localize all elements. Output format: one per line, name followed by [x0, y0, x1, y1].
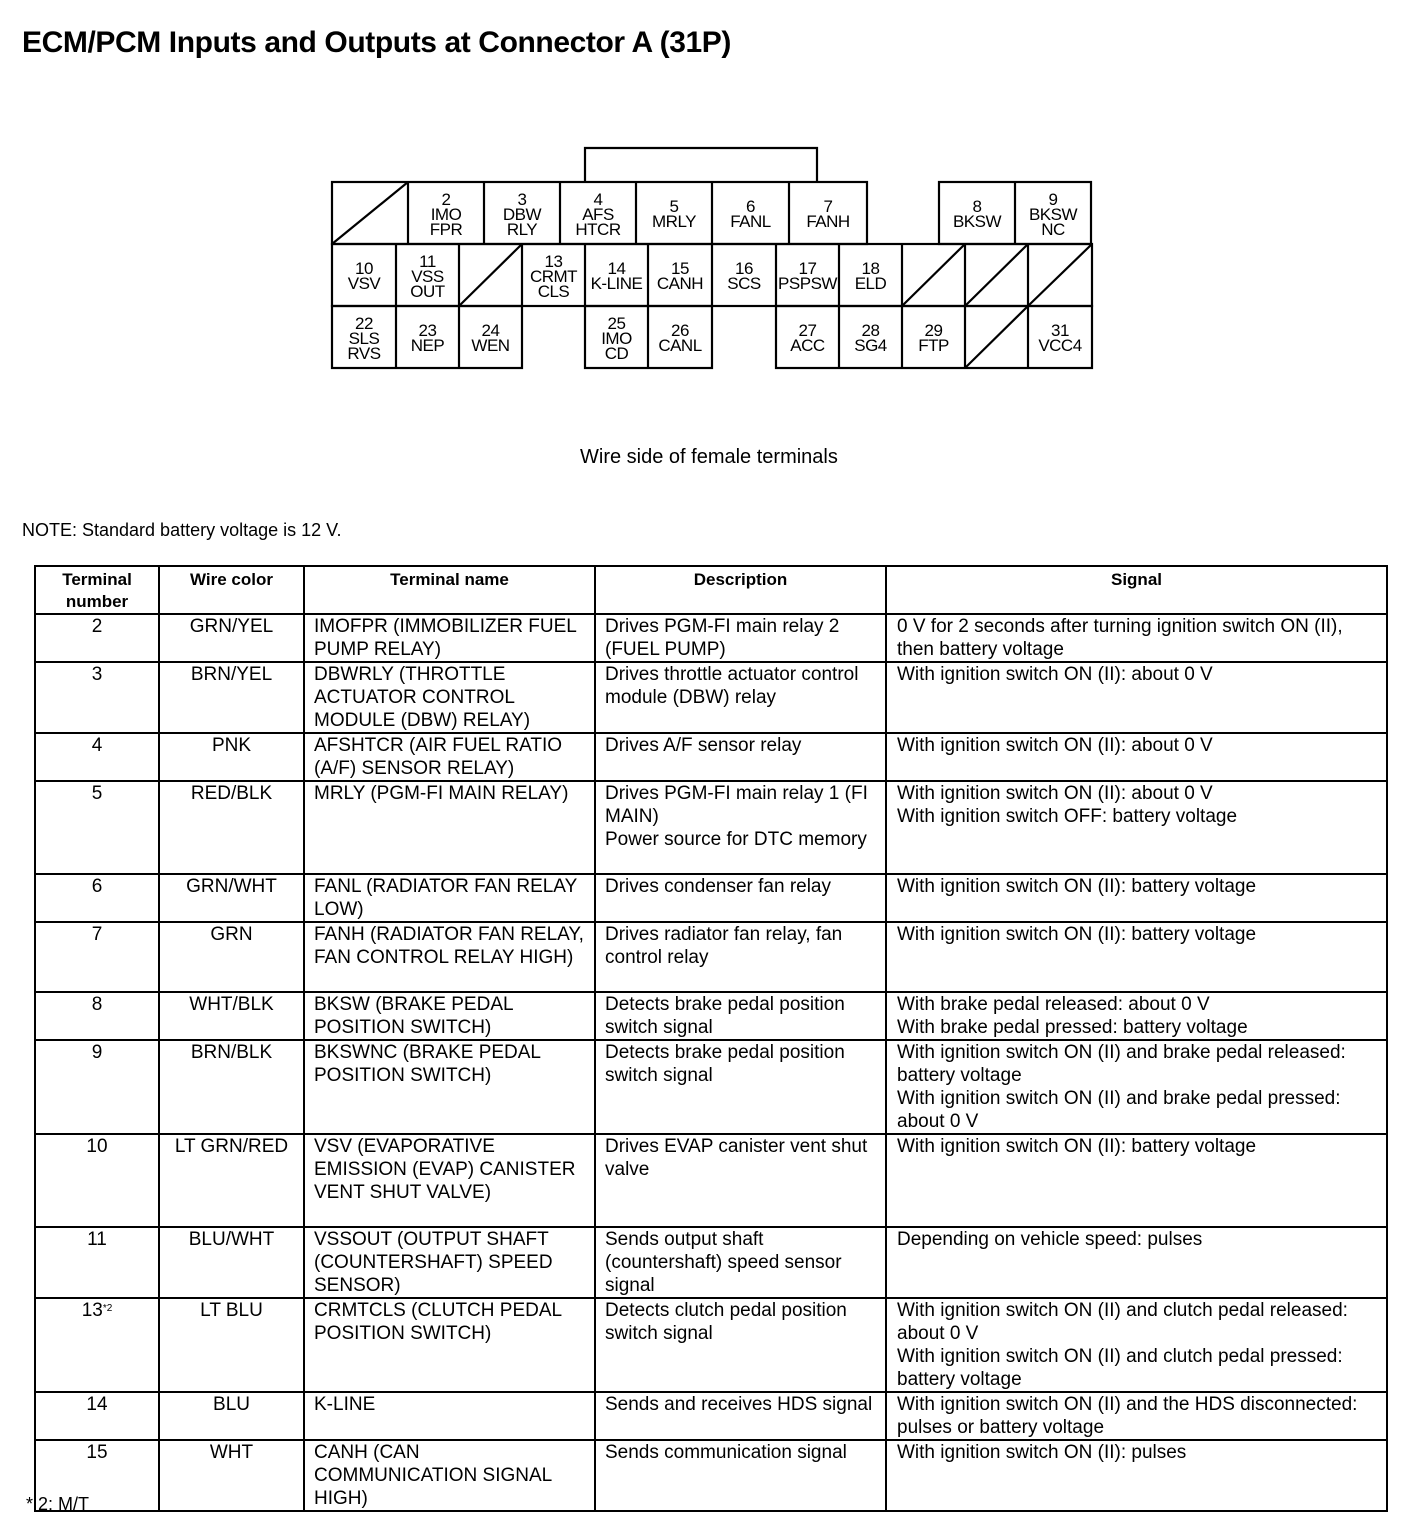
cell-description: Drives PGM-FI main relay 2 (FUEL PUMP) [595, 614, 886, 662]
pin-number: 22 [355, 313, 373, 333]
cell-terminal-name: BKSW (BRAKE PEDAL POSITION SWITCH) [304, 992, 595, 1040]
pin-label: PSPSW [778, 274, 837, 293]
pin-number: 15 [671, 259, 689, 278]
cell-wire-color: BRN/YEL [159, 662, 304, 733]
pin-number: 28 [861, 321, 880, 340]
cell-description: Drives A/F sensor relay [595, 733, 886, 781]
pin-label: VCC4 [1038, 336, 1082, 355]
cell-terminal-number [35, 922, 159, 992]
cell-terminal-number [35, 992, 159, 1040]
cell-terminal-number [35, 1040, 159, 1134]
table-row [35, 1298, 1387, 1392]
pin-number: 29 [924, 321, 943, 340]
pin-label: CANH [656, 274, 704, 293]
cell-wire-color: GRN [159, 922, 304, 992]
pin-number: 9 [1048, 189, 1058, 209]
cell-description: Drives PGM-FI main relay 1 (FI MAIN) Power source for DTC memory [595, 781, 886, 874]
terminal-number-value: 13 [81, 1300, 103, 1321]
table-row [35, 1134, 1387, 1227]
terminal-number-value: 4 [91, 735, 103, 756]
pin-label: FTP [918, 336, 949, 355]
terminal-number-value: 8 [91, 994, 103, 1015]
cell-terminal-name: CANH (CAN COMMUNICATION SIGNAL HIGH) [304, 1440, 595, 1511]
pin-label: NEP [410, 336, 445, 355]
header-signal: Signal [886, 566, 1387, 614]
terminal-number-value: 14 [86, 1394, 108, 1415]
connector-pin [636, 186, 712, 242]
cell-wire-color: BRN/BLK [159, 1040, 304, 1134]
cell-signal: 0 V for 2 seconds after turning ignition switch ON (II), then battery voltage [886, 614, 1387, 662]
pin-label: IMO CD [601, 328, 632, 363]
cell-signal: With ignition switch ON (II): battery voltage [886, 1134, 1387, 1227]
connector-pin [484, 186, 560, 242]
cell-signal: With ignition switch ON (II): pulses [886, 1440, 1387, 1511]
pin-label: FANL [730, 212, 771, 231]
cell-terminal-number [35, 733, 159, 781]
table-row [35, 1392, 1387, 1440]
table-header-row [35, 566, 1387, 614]
pin-label: FANH [806, 212, 850, 231]
pin-label: SLS RVS [347, 328, 381, 363]
cell-terminal-number [35, 1298, 159, 1392]
cell-terminal-name: BKSWNC (BRAKE PEDAL POSITION SWITCH) [304, 1040, 595, 1134]
pin-number: 2 [441, 189, 451, 209]
pin-number: 26 [671, 321, 689, 340]
pin-number: 8 [972, 197, 982, 216]
table-row [35, 992, 1387, 1040]
cell-description: Sends and receives HDS signal [595, 1392, 886, 1440]
pin-number: 31 [1051, 321, 1069, 340]
connector-pin [648, 310, 712, 366]
pin-number: 13 [544, 251, 563, 271]
connector-pin [939, 186, 1015, 242]
cell-terminal-name: FANH (RADIATOR FAN RELAY, FAN CONTROL RELAY HIGH) [304, 922, 595, 992]
pin-number: 7 [823, 197, 833, 216]
table-row [35, 733, 1387, 781]
cell-terminal-name: FANL (RADIATOR FAN RELAY LOW) [304, 874, 595, 922]
connector-pin [776, 310, 839, 366]
table-row [35, 614, 1387, 662]
pin-number: 27 [798, 321, 817, 340]
pin-number: 23 [418, 321, 437, 340]
table-row [35, 874, 1387, 922]
cell-terminal-number [35, 614, 159, 662]
footnote: * 2: M/T [26, 1494, 90, 1514]
pin-number: 25 [607, 313, 626, 333]
terminal-number-value: 6 [91, 876, 103, 897]
pin-number: 16 [735, 259, 753, 278]
cell-terminal-name: DBWRLY (THROTTLE ACTUATOR CONTROL MODULE (DBW) RELAY) [304, 662, 595, 733]
cell-signal: With ignition switch ON (II): about 0 V With ignition switch OFF: battery voltage [886, 781, 1387, 874]
cell-signal: With ignition switch ON (II) and the HDS disconnected: pulses or battery voltage [886, 1392, 1387, 1440]
pin-number: 14 [607, 259, 626, 278]
cell-terminal-number [35, 662, 159, 733]
pin-label: VSV [347, 274, 381, 293]
cell-description: Detects clutch pedal position switch signal [595, 1298, 886, 1392]
table-row [35, 781, 1387, 874]
cell-terminal-name: IMOFPR (IMMOBILIZER FUEL PUMP RELAY) [304, 614, 595, 662]
connector-pin [396, 248, 459, 304]
cell-signal: With ignition switch ON (II): battery voltage [886, 922, 1387, 992]
pin-label: SG4 [854, 336, 887, 355]
cell-signal: With ignition switch ON (II) and clutch pedal released: about 0 V With ignition switch ON (II) and clutch pedal pressed: battery voltage [886, 1298, 1387, 1392]
pin-number: 5 [669, 197, 679, 216]
cell-wire-color: GRN/YEL [159, 614, 304, 662]
terminal-number-value: 15 [86, 1442, 108, 1463]
connector-pin [648, 248, 712, 304]
connector-outline [0, 0, 1408, 400]
pin-label: K-LINE [590, 274, 643, 293]
cell-description: Sends communication signal [595, 1440, 886, 1511]
pin-number: 11 [419, 251, 436, 271]
connector-pin [776, 248, 839, 304]
connector-pin [839, 248, 902, 304]
pin-number: 3 [517, 189, 527, 209]
connector-pin [789, 186, 867, 242]
cell-wire-color: LT GRN/RED [159, 1134, 304, 1227]
cell-signal: With ignition switch ON (II): about 0 V [886, 733, 1387, 781]
cell-signal: Depending on vehicle speed: pulses [886, 1227, 1387, 1298]
pin-label: VSS OUT [410, 266, 445, 301]
header-wire-color: Wire color [159, 566, 304, 614]
connector-pin [585, 248, 648, 304]
cell-description: Drives radiator fan relay, fan control relay [595, 922, 886, 992]
cell-terminal-number [35, 1134, 159, 1227]
connector-diagram [0, 0, 1408, 400]
header-terminal-number: Terminal number [35, 566, 159, 614]
pin-number: 10 [355, 259, 373, 278]
connector-pin [712, 186, 789, 242]
terminal-number-value: 2 [91, 616, 103, 637]
pin-number: 6 [746, 197, 755, 216]
connector-pin [902, 310, 965, 366]
pin-label: IMO FPR [429, 204, 463, 239]
cell-terminal-name: K-LINE [304, 1392, 595, 1440]
pin-number: 4 [593, 189, 603, 209]
header-terminal-name: Terminal name [304, 566, 595, 614]
cell-wire-color: WHT [159, 1440, 304, 1511]
pin-label: BKSW [952, 212, 1002, 231]
cell-wire-color: BLU [159, 1392, 304, 1440]
cell-description: Sends output shaft (countershaft) speed sensor signal [595, 1227, 886, 1298]
cell-terminal-number [35, 1392, 159, 1440]
connector-pin [839, 310, 902, 366]
cell-wire-color: WHT/BLK [159, 992, 304, 1040]
cell-description: Drives condenser fan relay [595, 874, 886, 922]
cell-wire-color: BLU/WHT [159, 1227, 304, 1298]
table-row [35, 922, 1387, 992]
table-row [35, 662, 1387, 733]
terminal-number-value: 11 [87, 1229, 107, 1250]
header-description: Description [595, 566, 886, 614]
terminal-number-value: 5 [91, 783, 103, 804]
terminal-number-value: 9 [91, 1042, 103, 1063]
cell-wire-color: RED/BLK [159, 781, 304, 874]
cell-signal: With ignition switch ON (II): battery voltage [886, 874, 1387, 922]
pin-label: SCS [727, 274, 761, 293]
cell-wire-color: PNK [159, 733, 304, 781]
connector-pin [560, 186, 636, 242]
connector-pin [396, 310, 459, 366]
pin-label: WEN [471, 336, 510, 355]
connector-pin [408, 186, 484, 242]
connector-pin [712, 248, 776, 304]
pin-label: CANL [658, 336, 702, 355]
connector-pin [459, 310, 522, 366]
cell-signal: With brake pedal released: about 0 V With brake pedal pressed: battery voltage [886, 992, 1387, 1040]
cell-wire-color: LT BLU [159, 1298, 304, 1392]
cell-terminal-number [35, 874, 159, 922]
cell-terminal-number [35, 781, 159, 874]
pin-label: CRMT CLS [529, 266, 578, 301]
diagram-caption: Wire side of female terminals [580, 446, 838, 468]
cell-signal: With ignition switch ON (II): about 0 V [886, 662, 1387, 733]
cell-terminal-name: MRLY (PGM-FI MAIN RELAY) [304, 781, 595, 874]
cell-description: Drives throttle actuator control module (DBW) relay [595, 662, 886, 733]
pin-label: ACC [790, 336, 825, 355]
note-text: NOTE: Standard battery voltage is 12 V. [22, 520, 342, 540]
connector-pin [585, 310, 648, 366]
pin-number: 24 [481, 321, 500, 340]
cell-terminal-name: VSSOUT (OUTPUT SHAFT (COUNTERSHAFT) SPEED SENSOR) [304, 1227, 595, 1298]
table-row [35, 1040, 1387, 1134]
cell-terminal-name: CRMTCLS (CLUTCH PEDAL POSITION SWITCH) [304, 1298, 595, 1392]
pin-label: MRLY [652, 212, 696, 231]
terminal-table [34, 565, 1388, 1512]
table-row [35, 1227, 1387, 1298]
cell-signal: With ignition switch ON (II) and brake pedal released: battery voltage With ignition switch ON (II) and brake pedal pressed: about 0 V [886, 1040, 1387, 1134]
connector-pin [332, 248, 396, 304]
terminal-number-value: 7 [91, 924, 103, 945]
cell-terminal-name: VSV (EVAPORATIVE EMISSION (EVAP) CANISTER VENT SHUT VALVE) [304, 1134, 595, 1227]
pin-label: BKSW NC [1028, 204, 1078, 239]
cell-terminal-number [35, 1227, 159, 1298]
cell-terminal-name: AFSHTCR (AIR FUEL RATIO (A/F) SENSOR RELAY) [304, 733, 595, 781]
pin-number: 18 [861, 259, 880, 278]
pin-label: AFS HTCR [575, 204, 621, 239]
cell-description: Drives EVAP canister vent shut valve [595, 1134, 886, 1227]
cell-wire-color: GRN/WHT [159, 874, 304, 922]
pin-label: ELD [854, 274, 887, 293]
cell-description: Detects brake pedal position switch signal [595, 992, 886, 1040]
page-title: ECM/PCM Inputs and Outputs at Connector A (31P) [22, 26, 731, 59]
pin-number: 17 [798, 259, 817, 278]
footnote-marker: *2 [102, 1303, 113, 1314]
table-row [35, 1440, 1387, 1511]
cell-description: Detects brake pedal position switch signal [595, 1040, 886, 1134]
connector-pin [522, 248, 585, 304]
connector-pin [1015, 186, 1091, 242]
connector-pin [1028, 310, 1092, 366]
pin-label: DBW RLY [502, 204, 542, 239]
terminal-number-value: 3 [91, 664, 103, 685]
connector-pin [332, 310, 396, 366]
terminal-number-value: 10 [86, 1136, 108, 1157]
